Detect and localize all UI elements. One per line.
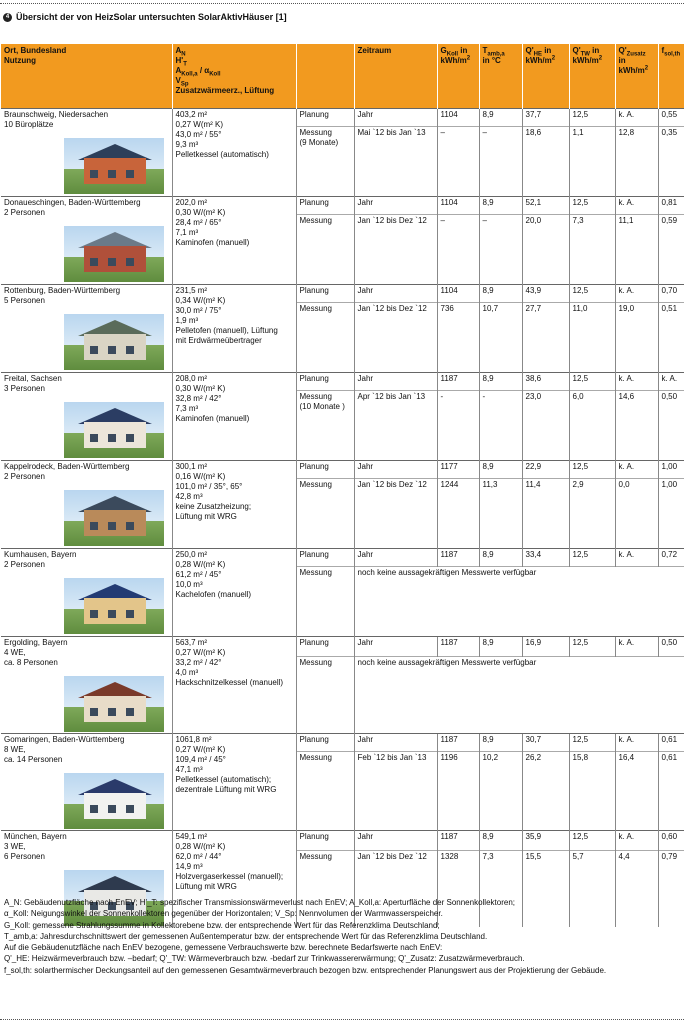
house-spec: Kachelofen (manuell) — [175, 590, 252, 599]
row-gkoll: 1187 — [437, 373, 479, 391]
row-tamb: 7,3 — [479, 851, 522, 927]
house-location-cell — [1, 109, 172, 197]
row-gkoll: 1328 — [437, 851, 479, 927]
footnote-line: G_Koll: gemessene Strahlungssumme in Kollektorebene bzw. der entsprechende Wert für das Referenzklima Deutschland; — [4, 920, 440, 930]
row-gkoll: – — [437, 215, 479, 285]
row-qhe: 15,5 — [522, 851, 569, 927]
house-location: Kappelrodeck, Baden-Württemberg — [4, 462, 130, 471]
row-qzusatz: 4,4 — [615, 851, 658, 927]
house-specs-cell — [172, 549, 296, 637]
house-spec: 403,2 m² — [175, 110, 208, 119]
table-row — [1, 461, 684, 479]
house-spec: 101,0 m² / 35°, 65° — [175, 482, 243, 491]
row-tamb: 8,9 — [479, 285, 522, 303]
row-qtw: 2,9 — [569, 479, 615, 549]
house-location: Kumhausen, Bayern — [4, 550, 77, 559]
row-tamb: 8,9 — [479, 549, 522, 567]
house-spec: 10,0 m³ — [175, 580, 203, 589]
house-spec: keine Zusatzheizung; — [175, 502, 252, 511]
row-tamb: 8,9 — [479, 831, 522, 851]
table-row — [1, 637, 684, 657]
row-period: Apr `12 bis Jan `13 — [354, 391, 437, 461]
house-spec: mit Erdwärmeübertrager — [175, 336, 262, 345]
row-period: Jahr — [354, 197, 437, 215]
row-qhe: 43,9 — [522, 285, 569, 303]
house-specs-cell — [172, 461, 296, 549]
row-fsol: 1,00 — [658, 461, 684, 479]
row-fsol: 0,51 — [658, 303, 684, 373]
house-specs-cell — [172, 109, 296, 197]
house-spec: dezentrale Lüftung mit WRG — [175, 785, 277, 794]
house-spec: 0,16 W/(m² K) — [175, 472, 226, 481]
row-period: Jahr — [354, 461, 437, 479]
row-type: Planung — [296, 109, 354, 127]
house-usage: ca. 14 Personen — [4, 755, 63, 764]
header-location: Ort, Bundesland Nutzung — [1, 44, 172, 109]
row-tamb: 8,9 — [479, 734, 522, 752]
row-qzusatz: k. A. — [615, 285, 658, 303]
row-tamb: 11,3 — [479, 479, 522, 549]
header-specs: $A_N$ $H'_T$ $A_{Koll,a} / \alpha_{Koll}$ $V_{Sp}$ Zusatzwärmeerz., Lüftung — [172, 44, 296, 109]
footnote-line: Q'_HE: Heizwärmeverbrauch bzw. –bedarf; Q'_TW: Wärmeverbrauch bzw. -bedarf zur Trinkwassererwärmung; Q'_Zusatz: Zusatzwärmeverbrauch. — [4, 954, 525, 964]
row-type: Messung — [296, 851, 354, 927]
house-location: Donaueschingen, Baden-Württemberg — [4, 198, 141, 207]
row-gkoll: 1187 — [437, 549, 479, 567]
header-qtw: $Q'_{TW}$ in kWh/$m^2$ — [569, 44, 615, 109]
house-spec: 14,9 m³ — [175, 862, 203, 871]
row-fsol: 0,59 — [658, 215, 684, 285]
row-tamb: - — [479, 391, 522, 461]
house-spec: 32,8 m² / 42° — [175, 394, 222, 403]
header-period: Zeitraum — [354, 44, 437, 109]
row-period: Jahr — [354, 734, 437, 752]
row-qzusatz: 19,0 — [615, 303, 658, 373]
row-period: Feb `12 bis Jan `13 — [354, 752, 437, 831]
table-row — [1, 734, 684, 752]
footnote-line: T_amb,a: Jahresdurchschnittswert der gemessenen Außentemperatur bzw. der entsprechende Wert für das Referenzklima Deutschland. — [4, 931, 488, 941]
row-qtw: 12,5 — [569, 734, 615, 752]
row-qhe: 22,9 — [522, 461, 569, 479]
row-type: Planung — [296, 461, 354, 479]
house-photo — [64, 676, 164, 732]
row-period: Jahr — [354, 637, 437, 657]
house-spec: Holzvergaserkessel (manuell); — [175, 872, 284, 881]
row-fsol: 0,55 — [658, 109, 684, 127]
row-fsol: 0,61 — [658, 752, 684, 831]
row-qhe: 33,4 — [522, 549, 569, 567]
row-qzusatz: k. A. — [615, 637, 658, 657]
header-gkoll: $G_{Koll}$ in kWh/$m^2$ — [437, 44, 479, 109]
row-tamb: 8,9 — [479, 461, 522, 479]
row-qzusatz: k. A. — [615, 197, 658, 215]
table-row — [1, 373, 684, 391]
house-photo — [64, 490, 164, 546]
house-usage: 2 Personen — [4, 560, 45, 569]
row-type: Messung — [296, 656, 354, 733]
row-gkoll: 1187 — [437, 637, 479, 657]
row-period: Jan `12 bis Dez `12 — [354, 303, 437, 373]
row-tamb: 8,9 — [479, 373, 522, 391]
row-fsol: 0,50 — [658, 391, 684, 461]
house-spec: 1,9 m³ — [175, 316, 199, 325]
row-qhe: 16,9 — [522, 637, 569, 657]
house-usage: 2 Personen — [4, 472, 45, 481]
house-location-cell — [1, 197, 172, 285]
header-tamb: $T_{amb,a}$ in °C — [479, 44, 522, 109]
row-qhe: 52,1 — [522, 197, 569, 215]
row-type: Planung — [296, 637, 354, 657]
house-location: Ergolding, Bayern — [4, 638, 68, 647]
house-spec: 0,27 W(m² K) — [175, 120, 224, 129]
row-qtw: 11,0 — [569, 303, 615, 373]
row-qhe: 38,6 — [522, 373, 569, 391]
row-qzusatz: 11,1 — [615, 215, 658, 285]
row-qzusatz: k. A. — [615, 109, 658, 127]
row-qzusatz: 12,8 — [615, 127, 658, 197]
house-specs-cell — [172, 734, 296, 831]
house-spec: Kaminofen (manuell) — [175, 238, 250, 247]
row-fsol: 1,00 — [658, 479, 684, 549]
row-period: Mai `12 bis Jan `13 — [354, 127, 437, 197]
footnote-line: f_sol,th: solarthermischer Deckungsanteil auf den gemessenen Gesamtwärmeverbrauch bezogen bzw. entsprechender Planungswert aus der Projektierung der Gebäude. — [4, 965, 607, 975]
house-spec: 61,2 m² / 45° — [175, 570, 222, 579]
row-period: Jan `12 bis Dez `12 — [354, 215, 437, 285]
house-spec: 300,1 m² — [175, 462, 208, 471]
table-row — [1, 285, 684, 303]
row-qtw: 15,8 — [569, 752, 615, 831]
house-location-cell — [1, 285, 172, 373]
row-qhe: 27,7 — [522, 303, 569, 373]
house-overview-table — [1, 44, 684, 927]
house-location-cell — [1, 549, 172, 637]
header-type — [296, 44, 354, 109]
row-qzusatz: k. A. — [615, 734, 658, 752]
footnote-line: α_Koll: Neigungswinkel der Sonnenkollektoren gegenüber der Horizontalen; V_Sp: Nennvolumen der Warmwasserspeicher. — [4, 909, 443, 919]
footnote-line: A_N: Gebäudenutzfläche nach EnEV; H'_T: spezifischer Transmissionswärmeverlust nach EnEV; A_Koll,a: Aperturfläche der Sonnenkollektoren; — [4, 898, 515, 907]
house-spec: 208,0 m² — [175, 374, 208, 383]
house-specs-cell — [172, 373, 296, 461]
house-location-cell — [1, 637, 172, 734]
row-qtw: 12,5 — [569, 109, 615, 127]
house-spec: 250,0 m² — [175, 550, 208, 559]
house-spec: 28,4 m² / 65° — [175, 218, 222, 227]
house-spec: 33,2 m² / 42° — [175, 658, 222, 667]
row-qzusatz: 0,0 — [615, 479, 658, 549]
house-usage: 3 Personen — [4, 384, 45, 393]
header-qhe: $Q'_{HE}$ in kWh/$m^2$ — [522, 44, 569, 109]
house-location: München, Bayern — [4, 832, 67, 841]
row-qtw: 12,5 — [569, 637, 615, 657]
row-tamb: – — [479, 127, 522, 197]
house-location: Rottenburg, Baden-Württemberg — [4, 286, 121, 295]
house-spec: 0,30 W/(m² K) — [175, 384, 226, 393]
row-tamb: 8,9 — [479, 109, 522, 127]
house-spec: 30,0 m² / 75° — [175, 306, 222, 315]
row-gkoll: 1104 — [437, 109, 479, 127]
row-period: Jahr — [354, 109, 437, 127]
house-photo — [64, 138, 164, 194]
row-gkoll: 1177 — [437, 461, 479, 479]
row-type: Planung — [296, 549, 354, 567]
row-qtw: 12,5 — [569, 285, 615, 303]
house-location-cell — [1, 461, 172, 549]
house-usage: 10 Büroplätze — [4, 120, 54, 129]
row-qzusatz: k. A. — [615, 831, 658, 851]
house-location: Gomaringen, Baden-Württemberg — [4, 735, 125, 744]
row-tamb: 10,7 — [479, 303, 522, 373]
house-spec: Lüftung mit WRG — [175, 882, 237, 891]
row-fsol: 0,70 — [658, 285, 684, 303]
house-usage: 2 Personen — [4, 208, 45, 217]
house-specs-cell — [172, 637, 296, 734]
row-qhe: 18,6 — [522, 127, 569, 197]
row-period: Jahr — [354, 549, 437, 567]
row-type: Messung — [296, 303, 354, 373]
row-tamb: 8,9 — [479, 637, 522, 657]
row-type: Planung — [296, 285, 354, 303]
row-qhe: 20,0 — [522, 215, 569, 285]
row-qhe: 23,0 — [522, 391, 569, 461]
row-qzusatz: k. A. — [615, 461, 658, 479]
house-specs-cell — [172, 197, 296, 285]
row-qhe: 30,7 — [522, 734, 569, 752]
house-photo — [64, 773, 164, 829]
house-location-cell — [1, 373, 172, 461]
row-qhe: 26,2 — [522, 752, 569, 831]
row-type: Planung — [296, 373, 354, 391]
house-spec: 563,7 m² — [175, 638, 208, 647]
row-type: Planung — [296, 197, 354, 215]
row-qzusatz: 14,6 — [615, 391, 658, 461]
house-spec: 42,8 m³ — [175, 492, 203, 501]
row-qtw: 12,5 — [569, 373, 615, 391]
house-usage: 5 Personen — [4, 296, 45, 305]
house-spec: Pelletkessel (automatisch); — [175, 775, 272, 784]
header-qzusatz: $Q'_{Zusatz}$ in kWh/$m^2$ — [615, 44, 658, 109]
table-header-row — [1, 44, 684, 109]
house-location: Freital, Sachsen — [4, 374, 62, 383]
row-period: Jan `12 bis Dez `12 — [354, 851, 437, 927]
figure-number-badge: 4 — [3, 13, 12, 22]
house-spec: 549,1 m² — [175, 832, 208, 841]
house-spec: Lüftung mit WRG — [175, 512, 237, 521]
house-spec: 7,1 m³ — [175, 228, 199, 237]
house-spec: 231,5 m² — [175, 286, 208, 295]
row-qhe: 37,7 — [522, 109, 569, 127]
row-gkoll: 1104 — [437, 285, 479, 303]
house-spec: 1061,8 m² — [175, 735, 212, 744]
row-qtw: 1,1 — [569, 127, 615, 197]
house-photo — [64, 314, 164, 370]
table-row — [1, 831, 684, 851]
footnote-line: Auf die Gebäudenutzfläche nach EnEV bezogene, gemessene Verbrauchswerte bzw. berechnete Bedarfswerte nach EnEV: — [4, 943, 443, 953]
row-type: Planung — [296, 831, 354, 851]
row-period: Jahr — [354, 373, 437, 391]
row-fsol: 0,79 — [658, 851, 684, 927]
row-fsol: 0,35 — [658, 127, 684, 197]
header-fsol: $f_{sol,th}$ — [658, 44, 684, 109]
figure-title-text: Übersicht der von HeizSolar untersuchten SolarAktivHäuser [1] — [16, 12, 287, 22]
row-type: Planung — [296, 734, 354, 752]
row-period: Jan `12 bis Dez `12 — [354, 479, 437, 549]
house-spec: Hackschnitzelkessel (manuell) — [175, 678, 284, 687]
house-location: Braunschweig, Niedersachen — [4, 110, 109, 119]
house-spec: 47,1 m³ — [175, 765, 203, 774]
row-type: Messung — [296, 215, 354, 285]
row-fsol: 0,72 — [658, 549, 684, 567]
house-spec: 0,28 W/(m² K) — [175, 842, 226, 851]
row-gkoll: 1244 — [437, 479, 479, 549]
house-usage: 8 WE, — [4, 745, 26, 754]
bottom-dotted-rule — [0, 1019, 684, 1020]
house-spec: Kaminofen (manuell) — [175, 414, 250, 423]
house-usage: 6 Personen — [4, 852, 45, 861]
row-note: noch keine aussagekräftigen Messwerte verfügbar — [354, 656, 684, 733]
house-spec: 109,4 m² / 45° — [175, 755, 226, 764]
house-spec: 0,34 W/(m² K) — [175, 296, 226, 305]
row-gkoll: 1196 — [437, 752, 479, 831]
row-gkoll: – — [437, 127, 479, 197]
row-type: Messung (10 Monate ) — [296, 391, 354, 461]
row-note: noch keine aussagekräftigen Messwerte verfügbar — [354, 567, 684, 637]
house-specs-cell — [172, 285, 296, 373]
row-qtw: 6,0 — [569, 391, 615, 461]
house-spec: 4,0 m³ — [175, 668, 199, 677]
row-qhe: 11,4 — [522, 479, 569, 549]
row-gkoll: 1104 — [437, 197, 479, 215]
row-qhe: 35,9 — [522, 831, 569, 851]
row-tamb: – — [479, 215, 522, 285]
house-usage: 3 WE, — [4, 842, 26, 851]
top-dotted-rule — [0, 3, 684, 4]
row-qzusatz: k. A. — [615, 549, 658, 567]
row-gkoll: - — [437, 391, 479, 461]
house-spec: 43,0 m² / 55° — [175, 130, 222, 139]
row-qtw: 5,7 — [569, 851, 615, 927]
row-type: Messung — [296, 752, 354, 831]
row-gkoll: 1187 — [437, 734, 479, 752]
row-period: Jahr — [354, 285, 437, 303]
house-spec: 7,3 m³ — [175, 404, 199, 413]
house-usage: ca. 8 Personen — [4, 658, 58, 667]
house-photo — [64, 226, 164, 282]
row-fsol: 0,61 — [658, 734, 684, 752]
table-row — [1, 549, 684, 567]
row-type: Messung — [296, 479, 354, 549]
house-spec: Pelletofen (manuell), Lüftung — [175, 326, 278, 335]
row-period: Jahr — [354, 831, 437, 851]
house-spec: 0,27 W/(m² K) — [175, 648, 226, 657]
row-qtw: 12,5 — [569, 831, 615, 851]
row-fsol: 0,60 — [658, 831, 684, 851]
row-qtw: 7,3 — [569, 215, 615, 285]
row-fsol: k. A. — [658, 373, 684, 391]
house-spec: 9,3 m³ — [175, 140, 199, 149]
row-tamb: 8,9 — [479, 197, 522, 215]
house-spec: Pelletkessel (automatisch) — [175, 150, 269, 159]
house-usage: 4 WE, — [4, 648, 26, 657]
house-spec: 202,0 m² — [175, 198, 208, 207]
row-type: Messung (9 Monate) — [296, 127, 354, 197]
row-qtw: 12,5 — [569, 461, 615, 479]
house-spec: 0,30 W/(m² K) — [175, 208, 226, 217]
house-spec: 0,28 W/(m² K) — [175, 560, 226, 569]
row-gkoll: 736 — [437, 303, 479, 373]
table-row — [1, 197, 684, 215]
row-qzusatz: k. A. — [615, 373, 658, 391]
row-gkoll: 1187 — [437, 831, 479, 851]
house-spec: 0,27 W/(m² K) — [175, 745, 226, 754]
house-spec: 62,0 m² / 44° — [175, 852, 222, 861]
table-row — [1, 109, 684, 127]
row-fsol: 0,50 — [658, 637, 684, 657]
row-qtw: 12,5 — [569, 549, 615, 567]
house-photo — [64, 578, 164, 634]
row-qtw: 12,5 — [569, 197, 615, 215]
house-location-cell — [1, 734, 172, 831]
row-type: Messung — [296, 567, 354, 637]
row-qzusatz: 16,4 — [615, 752, 658, 831]
footnotes — [4, 897, 680, 976]
row-tamb: 10,2 — [479, 752, 522, 831]
house-photo — [64, 402, 164, 458]
figure-title — [3, 12, 287, 22]
row-fsol: 0,81 — [658, 197, 684, 215]
